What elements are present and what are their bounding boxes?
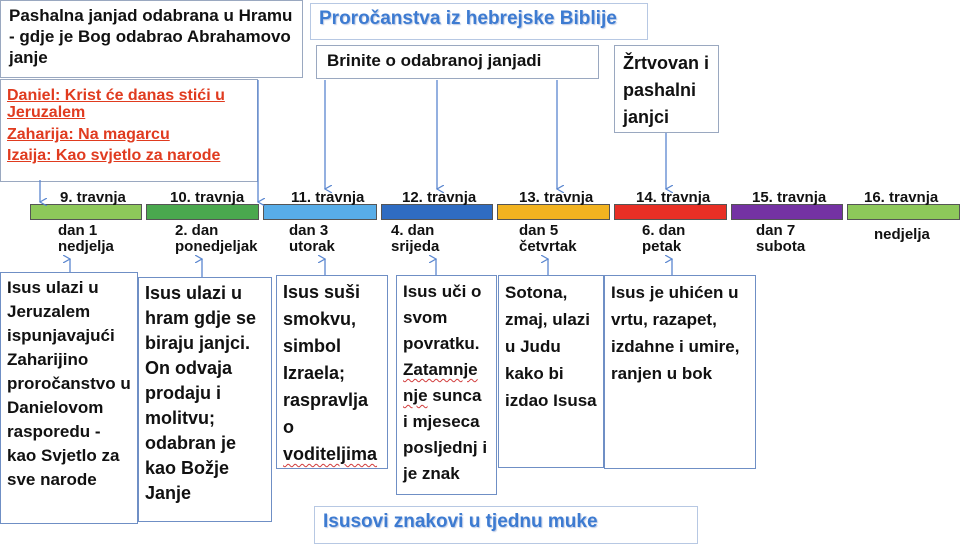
date-label-15: 15. travnja <box>752 189 827 206</box>
event-text-1: Isus ulazi u Jeruzalem ispunjavajući Zaharijino proročanstvo u Danielovom rasporedu - kao Svjetlo za sve narode <box>7 278 131 489</box>
footer-heading <box>314 506 698 544</box>
day-label-6: 6. dan petak <box>642 222 686 255</box>
date-label-11: 11. travnja <box>291 189 365 206</box>
prophecy-izaija: Izaija: Kao svjetlo za narode <box>7 147 221 164</box>
zrtvovan-note-text: Žrtvovan i pashalni janjci <box>623 53 710 127</box>
event-box-3 <box>276 275 388 469</box>
day-label-2: 2. dan ponedjeljak <box>175 222 258 255</box>
date-label-12: 12. travnja <box>402 189 477 206</box>
date-label-14: 14. travnja <box>636 189 711 206</box>
day-label-4: 4. dan srijeda <box>391 222 440 255</box>
date-label-9: 9. travnja <box>60 189 126 206</box>
event-box-2 <box>138 277 272 522</box>
date-label-16: 16. travnja <box>864 189 939 206</box>
footer-heading-text: Isusovi znakovi u tjednu muke <box>323 511 598 532</box>
event-text-6: Isus je uhićen u vrtu, razapet, izdahne i umire, ranjen u bok <box>611 283 740 383</box>
prophecy-zaharija: Zaharija: Na magarcu <box>7 126 170 143</box>
event-text-5: Sotona, zmaj, ulazi u Judu kako bi izdao Isusa <box>505 283 597 410</box>
day-label-1: dan 1 nedjelja <box>58 222 114 255</box>
date-label-10: 10. travnja <box>170 189 245 206</box>
event-box-4 <box>396 275 497 495</box>
event-box-1 <box>0 272 138 524</box>
event-text-4: Isus uči o svom povratku. Zatamnje nje sunca i mjeseca posljednj i je znak <box>403 282 488 483</box>
day-label-3: dan 3 utorak <box>289 222 335 255</box>
day-label-8: nedjelja <box>874 226 930 243</box>
date-label-13: 13. travnja <box>519 189 594 206</box>
brinite-note-text: Brinite o odabranoj janjadi <box>327 51 542 70</box>
event-text-3: Isus suši smokvu, simbol Izraela; raspravlja o voditeljima <box>283 282 378 464</box>
pashal-note-text: Pashalna janjad odabrana u Hramu - gdje je Bog odabrao Abrahamovo janje <box>9 6 293 67</box>
day-label-5: dan 5 četvrtak <box>519 222 577 255</box>
event-box-6 <box>604 275 756 469</box>
prophecy-daniel: Daniel: Krist će danas stići u Jeruzalem <box>7 87 225 121</box>
event-box-5 <box>498 275 604 468</box>
day-label-7: dan 7 subota <box>756 222 806 255</box>
event-text-2: Isus ulazi u hram gdje se biraju janjci. On odvaja prodaju i molitvu; odabran je kao Božje Janje <box>145 283 257 503</box>
page-title-text: Proročanstva iz hebrejske Biblije <box>319 8 617 29</box>
